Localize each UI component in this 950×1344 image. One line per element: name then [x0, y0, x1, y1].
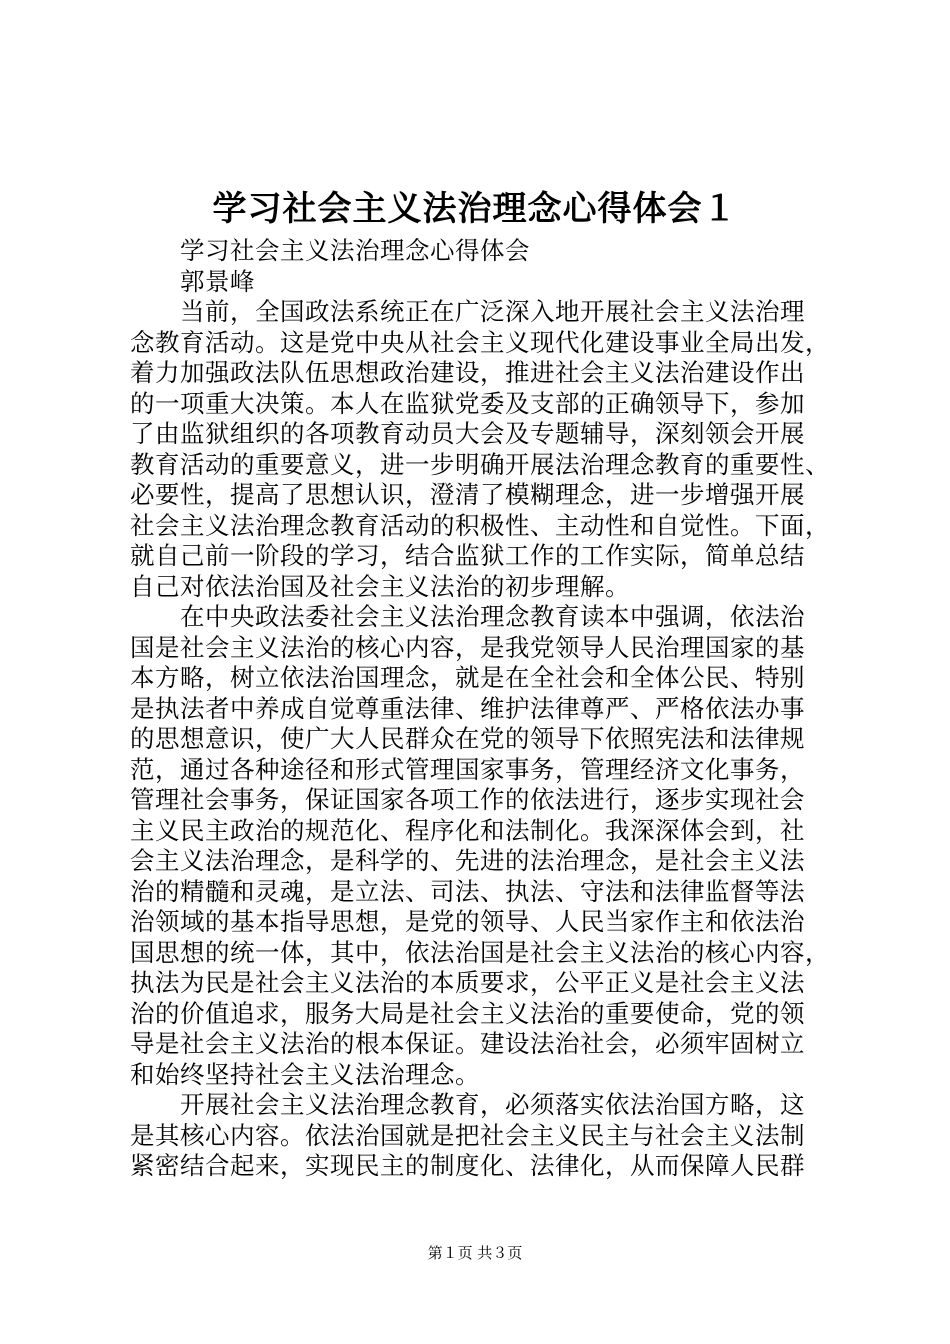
body-line: 就自己前一阶段的学习，结合监狱工作的工作实际，简单总结 — [130, 541, 805, 570]
body-line: 的思想意识，使广大人民群众在党的领导下依照宪法和法律规 — [130, 724, 805, 753]
body-line: 本方略，树立依法治国理念，就是在全社会和全体公民、特别 — [130, 663, 805, 692]
body-line: 是执法者中养成自觉尊重法律、维护法律尊严、严格依法办事 — [130, 693, 805, 723]
body-line: 必要性，提高了思想认识，澄清了模糊理念，进一步增强开展 — [130, 480, 805, 509]
body-line: 了由监狱组织的各项教育动员大会及专题辅导，深刻领会开展 — [130, 419, 805, 448]
body-line: 治的精髓和灵魂，是立法、司法、执法、守法和法律监督等法 — [130, 876, 805, 906]
body-line: 的一项重大决策。本人在监狱党委及支部的正确领导下，参加 — [130, 388, 805, 418]
body-line: 是其核心内容。依法治国就是把社会主义民主与社会主义法制 — [130, 1120, 805, 1150]
body-line: 紧密结合起来，实现民主的制度化、法律化，从而保障人民群 — [130, 1151, 805, 1180]
body-line: 开展社会主义法治理念教育，必须落实依法治国方略，这 — [180, 1090, 805, 1119]
body-line: 会主义法治理念，是科学的、先进的法治理念，是社会主义法 — [130, 846, 805, 875]
body-line: 社会主义法治理念教育活动的积极性、主动性和自觉性。下面， — [130, 510, 830, 540]
body-line: 治的价值追求，服务大局是社会主义法治的重要使命，党的领 — [130, 998, 805, 1028]
body-line: 自己对依法治国及社会主义法治的初步理解。 — [130, 571, 630, 601]
body-line: 范，通过各种途径和形式管理国家事务，管理经济文化事务， — [130, 754, 805, 784]
body-line: 主义民主政治的规范化、程序化和法制化。我深深体会到，社 — [130, 815, 805, 845]
body-line: 着力加强政法队伍思想政治建设，推进社会主义法治建设作出 — [130, 358, 805, 387]
body-line: 在中央政法委社会主义法治理念教育读本中强调，依法治 — [180, 602, 805, 631]
body-line: 导是社会主义法治的根本保证。建设法治社会，必须牢固树立 — [130, 1029, 805, 1058]
body-line: 当前，全国政法系统正在广泛深入地开展社会主义法治理 — [180, 297, 805, 326]
body-line: 管理社会事务，保证国家各项工作的依法进行，逐步实现社会 — [130, 785, 805, 814]
body-line: 国思想的统一体，其中，依法治国是社会主义法治的核心内容， — [130, 937, 830, 967]
body-line: 治领域的基本指导思想，是党的领导、人民当家作主和依法治 — [130, 907, 805, 936]
body-line: 执法为民是社会主义法治的本质要求，公平正义是社会主义法 — [130, 968, 805, 997]
document-body — [130, 236, 830, 1182]
body-line: 郭景峰 — [180, 266, 255, 296]
body-line: 国是社会主义法治的核心内容，是我党领导人民治理国家的基 — [130, 632, 805, 662]
body-line: 学习社会主义法治理念心得体会 — [180, 236, 530, 265]
page-footer: 第１页 共３页 — [427, 1244, 523, 1262]
body-line: 念教育活动。这是党中央从社会主义现代化建设事业全局出发， — [130, 327, 830, 357]
body-line: 和始终坚持社会主义法治理念。 — [130, 1059, 480, 1089]
body-line: 教育活动的重要意义，进一步明确开展法治理念教育的重要性、 — [130, 449, 830, 479]
document-title: 学习社会主义法治理念心得体会１ — [212, 189, 738, 229]
